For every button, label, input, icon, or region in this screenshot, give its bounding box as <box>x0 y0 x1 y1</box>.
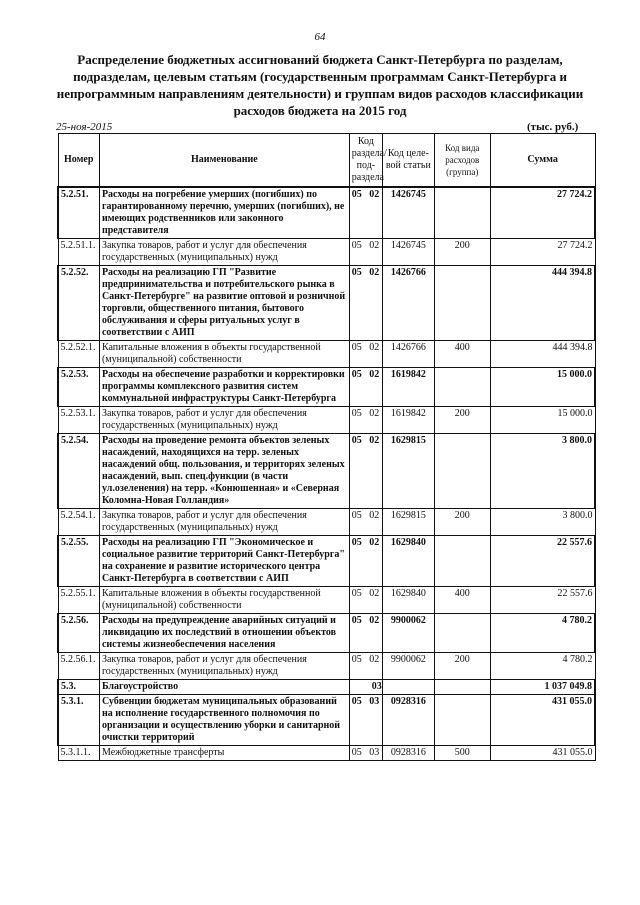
cell-section: 03 <box>349 680 382 695</box>
cell-sum: 3 800.0 <box>490 434 595 509</box>
cell-sum: 22 557.6 <box>490 587 595 614</box>
cell-num: 5.3.1. <box>58 695 99 746</box>
cell-num: 5.2.56. <box>58 614 99 653</box>
cell-vid: 200 <box>434 239 490 266</box>
cell-code: 9900062 <box>382 653 434 680</box>
cell-vid <box>434 434 490 509</box>
cell-vid <box>434 614 490 653</box>
cell-section: 05 03 <box>349 746 382 761</box>
cell-num: 5.2.55.1. <box>58 587 99 614</box>
cell-section: 05 02 <box>349 187 382 239</box>
table-row <box>58 680 595 695</box>
cell-num: 5.2.52. <box>58 266 99 341</box>
table-row <box>58 746 595 761</box>
cell-section: 05 02 <box>349 587 382 614</box>
units-label: (тыс. руб.) <box>527 121 579 133</box>
cell-num: 5.2.53. <box>58 368 99 407</box>
document-title: Распределение бюджетных ассигнований бюджета Санкт-Петербурга по разделам, подразделам, целевым статьям (государственным программам Санкт-Петербурга и непрограммным направлениям деятельности) и группам видов расходов классификации расходов бюджета на 2015 год <box>56 52 584 118</box>
cell-code: 0928316 <box>382 695 434 746</box>
cell-num: 5.2.54.1. <box>58 509 99 536</box>
cell-name: Межбюджетные трансферты <box>99 746 349 761</box>
table-row <box>58 341 595 368</box>
cell-num: 5.3.1.1. <box>58 746 99 761</box>
cell-sum: 3 800.0 <box>490 509 595 536</box>
cell-sum: 4 780.2 <box>490 614 595 653</box>
cell-num: 5.2.52.1. <box>58 341 99 368</box>
cell-num: 5.2.54. <box>58 434 99 509</box>
table-row <box>58 653 595 680</box>
cell-name: Расходы на реализацию ГП "Развитие предпринимательства и потребительского рынка в Санкт-Петербурге" на развитие оптовой и розничной торговли, общественного питания, бытового обслуживания и сферы ритуальных услуг в соответствии с АИП <box>99 266 349 341</box>
cell-name: Закупка товаров, работ и услуг для обеспечения государственных (муниципальных) нужд <box>99 653 349 680</box>
cell-code: 1629840 <box>382 587 434 614</box>
cell-name: Закупка товаров, работ и услуг для обеспечения государственных (муниципальных) нужд <box>99 509 349 536</box>
cell-code: 1426766 <box>382 341 434 368</box>
cell-name: Субвенции бюджетам муниципальных образований на исполнение государственного полномочия по организации и осуществлению уборки и санитарной очистки территорий <box>99 695 349 746</box>
cell-vid: 200 <box>434 509 490 536</box>
table-row <box>58 407 595 434</box>
cell-vid: 200 <box>434 653 490 680</box>
cell-name: Благоустройство <box>99 680 349 695</box>
cell-vid <box>434 695 490 746</box>
table-row <box>58 239 595 266</box>
cell-vid <box>434 266 490 341</box>
cell-code: 1629815 <box>382 509 434 536</box>
cell-sum: 22 557.6 <box>490 536 595 587</box>
cell-name: Расходы на проведение ремонта объектов зеленых насаждений, находящихся на терр. зеленых насаждений общ. пользования, и территорях зеленых насаждений, вып. спец.функции (в части ул.озеленения) на терр. «Конюшенная» и «Северная Коломна-Новая Голландия» <box>99 434 349 509</box>
cell-vid: 400 <box>434 587 490 614</box>
cell-sum: 1 037 049.8 <box>490 680 595 695</box>
cell-name: Капитальные вложения в объекты государственной (муниципальной) собственности <box>99 587 349 614</box>
cell-section: 05 02 <box>349 368 382 407</box>
cell-section: 05 02 <box>349 653 382 680</box>
cell-vid: 200 <box>434 407 490 434</box>
table-header-row <box>58 134 595 188</box>
cell-num: 5.3. <box>58 680 99 695</box>
cell-section: 05 02 <box>349 239 382 266</box>
cell-name: Закупка товаров, работ и услуг для обеспечения государственных (муниципальных) нужд <box>99 239 349 266</box>
cell-sum: 431 055.0 <box>490 695 595 746</box>
cell-num: 5.2.51.1. <box>58 239 99 266</box>
cell-name: Закупка товаров, работ и услуг для обеспечения государственных (муниципальных) нужд <box>99 407 349 434</box>
cell-vid <box>434 536 490 587</box>
header-name: Наименование <box>99 134 349 188</box>
cell-section: 05 02 <box>349 341 382 368</box>
cell-name: Расходы на обеспечение разработки и корректировки программы комплексного развития систем коммунальной инфраструктуры Санкт-Петербурга <box>99 368 349 407</box>
page-number: 64 <box>314 31 326 43</box>
cell-code <box>382 680 434 695</box>
table-row <box>58 266 595 341</box>
cell-code: 1629815 <box>382 434 434 509</box>
cell-sum: 15 000.0 <box>490 368 595 407</box>
cell-code: 1619842 <box>382 407 434 434</box>
header-num: Номер <box>58 134 99 188</box>
table-row <box>58 434 595 509</box>
cell-sum: 27 724.2 <box>490 187 595 239</box>
cell-section: 05 03 <box>349 695 382 746</box>
header-vid: Код вида расходов (группа) <box>434 134 490 188</box>
table-row <box>58 587 595 614</box>
cell-num: 5.2.55. <box>58 536 99 587</box>
header-section: Код раздела/под-раздела <box>349 134 382 188</box>
cell-section: 05 02 <box>349 536 382 587</box>
cell-sum: 444 394.8 <box>490 266 595 341</box>
cell-vid: 500 <box>434 746 490 761</box>
table-row <box>58 509 595 536</box>
cell-section: 05 02 <box>349 509 382 536</box>
table-row <box>58 614 595 653</box>
cell-code: 1426766 <box>382 266 434 341</box>
cell-vid: 400 <box>434 341 490 368</box>
table-row <box>58 187 595 239</box>
cell-code: 1619842 <box>382 368 434 407</box>
cell-code: 1426745 <box>382 187 434 239</box>
cell-name: Расходы на погребение умерших (погибших) по гарантированному перечню, умерших (погибших), не имеющих родственников или законного представителя <box>99 187 349 239</box>
cell-section: 05 02 <box>349 266 382 341</box>
cell-sum: 431 055.0 <box>490 746 595 761</box>
table-row <box>58 536 595 587</box>
cell-vid <box>434 187 490 239</box>
cell-code: 1629840 <box>382 536 434 587</box>
cell-name: Капитальные вложения в объекты государственной (муниципальной) собственности <box>99 341 349 368</box>
cell-code: 9900062 <box>382 614 434 653</box>
cell-vid <box>434 680 490 695</box>
table-row <box>58 368 595 407</box>
cell-code: 1426745 <box>382 239 434 266</box>
cell-section: 05 02 <box>349 614 382 653</box>
cell-section: 05 02 <box>349 407 382 434</box>
cell-vid <box>434 368 490 407</box>
budget-table <box>57 133 596 761</box>
cell-sum: 27 724.2 <box>490 239 595 266</box>
header-sum: Сумма <box>490 134 595 188</box>
document-date: 25-ноя-2015 <box>56 121 113 133</box>
cell-name: Расходы на реализацию ГП "Экономическое и социальное развитие территорий Санкт-Петербурга" на сохранение и развитие исторического центра Санкт-Петербурга в соответствии с АИП <box>99 536 349 587</box>
cell-section: 05 02 <box>349 434 382 509</box>
cell-sum: 15 000.0 <box>490 407 595 434</box>
cell-num: 5.2.51. <box>58 187 99 239</box>
cell-name: Расходы на предупреждение аварийных ситуаций и ликвидацию их последствий в отношении объектов системы жизнеобеспечения населения <box>99 614 349 653</box>
cell-sum: 4 780.2 <box>490 653 595 680</box>
header-code: Код целе-вой статьи <box>382 134 434 188</box>
cell-num: 5.2.53.1. <box>58 407 99 434</box>
cell-num: 5.2.56.1. <box>58 653 99 680</box>
cell-code: 0928316 <box>382 746 434 761</box>
cell-sum: 444 394.8 <box>490 341 595 368</box>
table-row <box>58 695 595 746</box>
